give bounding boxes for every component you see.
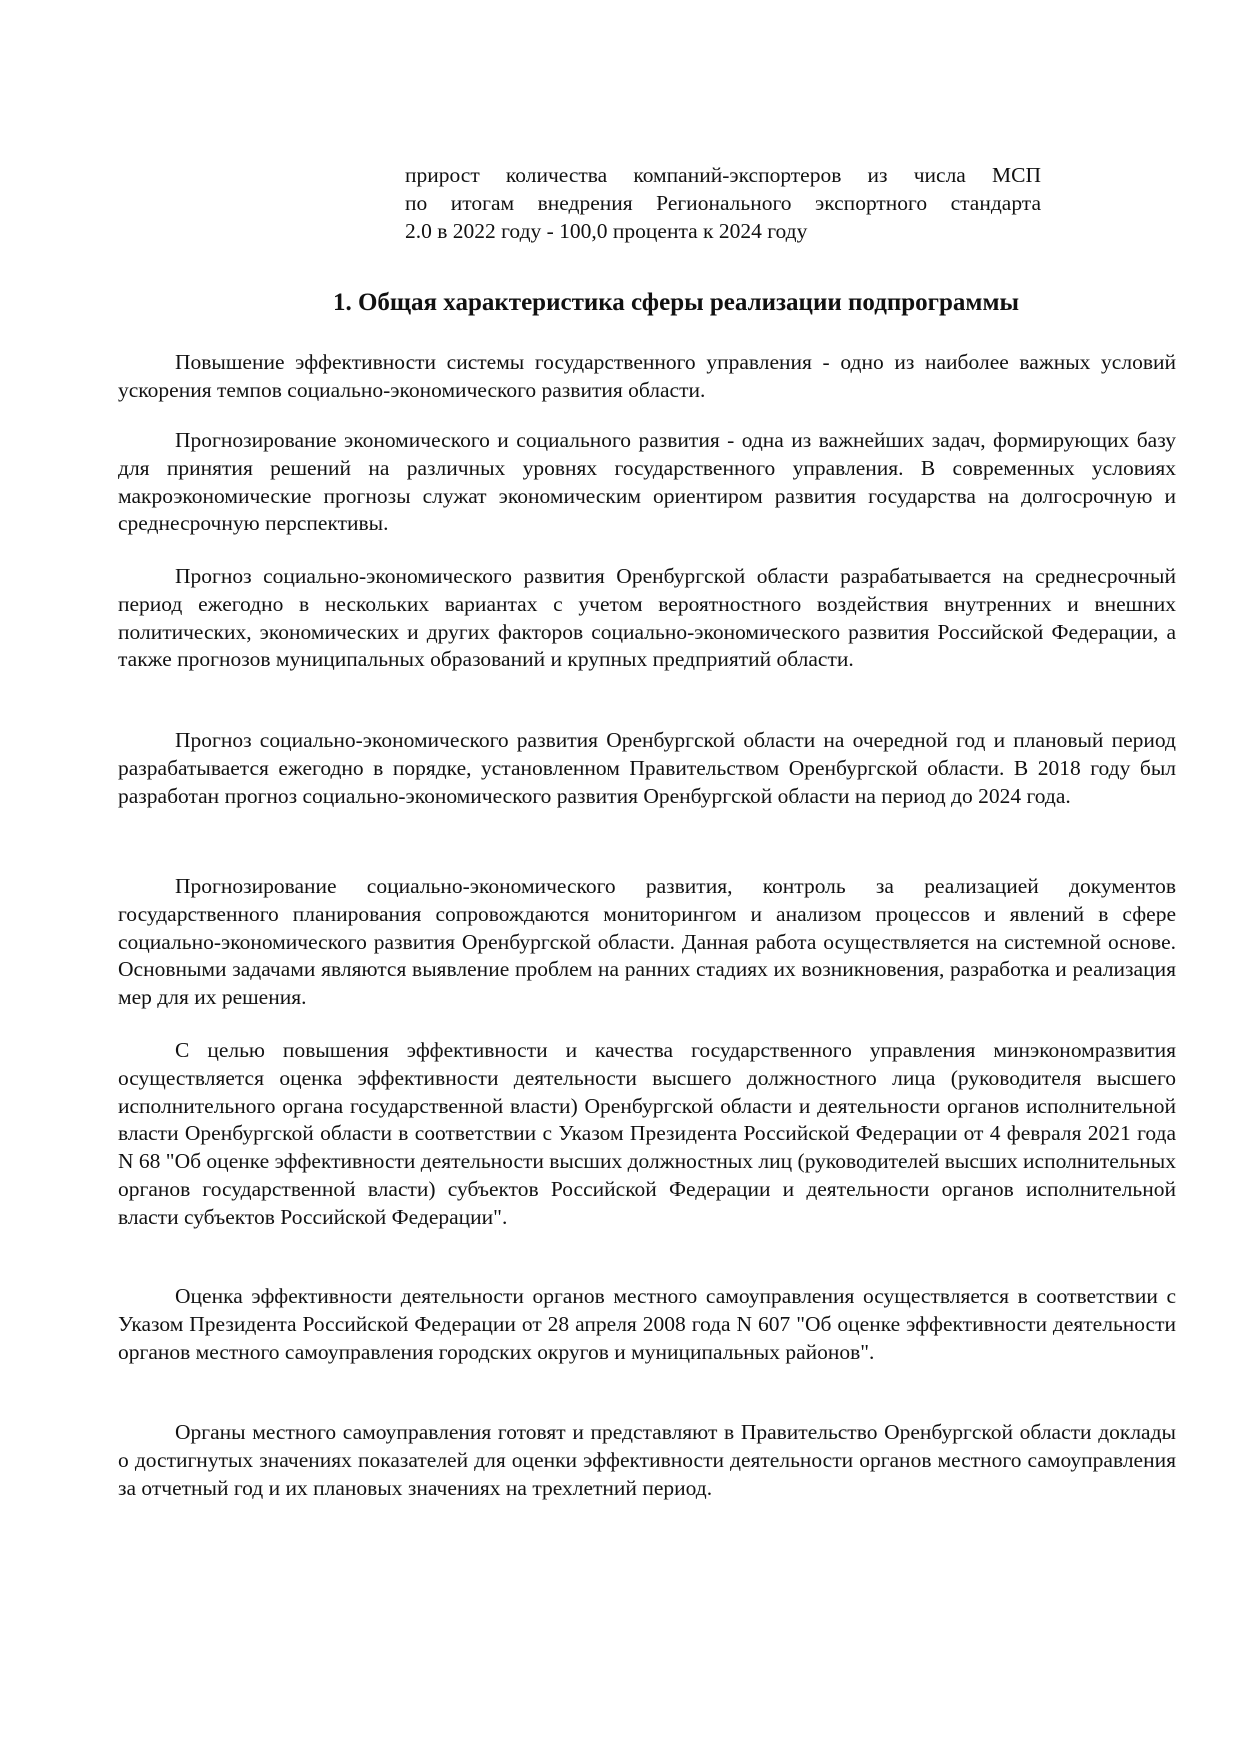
paragraph (118, 563, 1176, 674)
paragraph-text: Оценка эффективности деятельности органов местного самоуправления осуществляется в соответствии с Указом Президента Российской Федерации от 28 апреля 2008 года N 607 "Об оценке эффективности деятельности органов местного самоуправления городских округов и муниципальных районов". (118, 1284, 1176, 1364)
paragraph-text: Повышение эффективности системы государственного управления - одно из наиболее важных условий ускорения темпов социально-экономического развития области. (118, 350, 1176, 402)
paragraph (118, 727, 1176, 810)
intro-block (405, 161, 1041, 245)
paragraph-text: Прогноз социально-экономического развития Оренбургской области на очередной год и плановый период разрабатывается ежегодно в порядке, установленном Правительством Оренбургской области. В 2018 году был разработан прогноз социально-экономического развития Оренбургской области на период до 2024 года. (118, 728, 1176, 808)
section-heading: 1. Общая характеристика сферы реализации подпрограммы (332, 289, 1019, 316)
intro-line: по итогам внедрения Регионального экспортного стандарта (405, 191, 1041, 215)
paragraph-text: Прогнозирование социально-экономического развития, контроль за реализацией документов государственного планирования сопровождаются мониторингом и анализом процессов и явлений в сфере социально-экономического развития Оренбургской области. Данная работа осуществляется на системной основе. Основными задачами являются выявление проблем на ранних стадиях их возникновения, разработка и реализация мер для их решения. (118, 874, 1176, 1010)
intro-line: прирост количества компаний-экспортеров из числа МСП (405, 163, 1041, 187)
paragraph (118, 873, 1176, 1012)
intro-line: 2.0 в 2022 году - 100,0 процента к 2024 году (405, 219, 808, 243)
paragraph (118, 1419, 1176, 1502)
paragraph-text: Прогноз социально-экономического развития Оренбургской области разрабатывается на среднесрочный период ежегодно в нескольких вариантах с учетом вероятностного воздействия внутренних и внешних политических, экономических и других факторов социально-экономического развития Российской Федерации, а также прогнозов муниципальных образований и крупных предприятий области. (118, 564, 1176, 672)
paragraph (118, 427, 1176, 538)
paragraph (118, 349, 1176, 405)
paragraph-text: Органы местного самоуправления готовят и представляют в Правительство Оренбургской области доклады о достигнутых значениях показателей для оценки эффективности деятельности органов местного самоуправления за отчетный год и их плановых значениях на трехлетний период. (118, 1420, 1176, 1500)
paragraph (118, 1037, 1176, 1232)
paragraph-text: Прогнозирование экономического и социального развития - одна из важнейших задач, формирующих базу для принятия решений на различных уровнях государственного управления. В современных условиях макроэкономические прогнозы служат экономическим ориентиром развития государства на долгосрочную и среднесрочную перспективы. (118, 428, 1176, 536)
paragraph (118, 1283, 1176, 1366)
paragraph-text: С целью повышения эффективности и качества государственного управления минэкономразвития осуществляется оценка эффективности деятельности высшего должностного лица (руководителя высшего исполнительного органа государственной власти) Оренбургской области и деятельности органов исполнительной власти Оренбургской области в соответствии с Указом Президента Российской Федерации от 4 февраля 2021 года N 68 "Об оценке эффективности деятельности высших должностных лиц (руководителей высших исполнительных органов государственной власти) субъектов Российской Федерации и деятельности органов исполнительной власти субъектов Российской Федерации". (118, 1038, 1176, 1229)
